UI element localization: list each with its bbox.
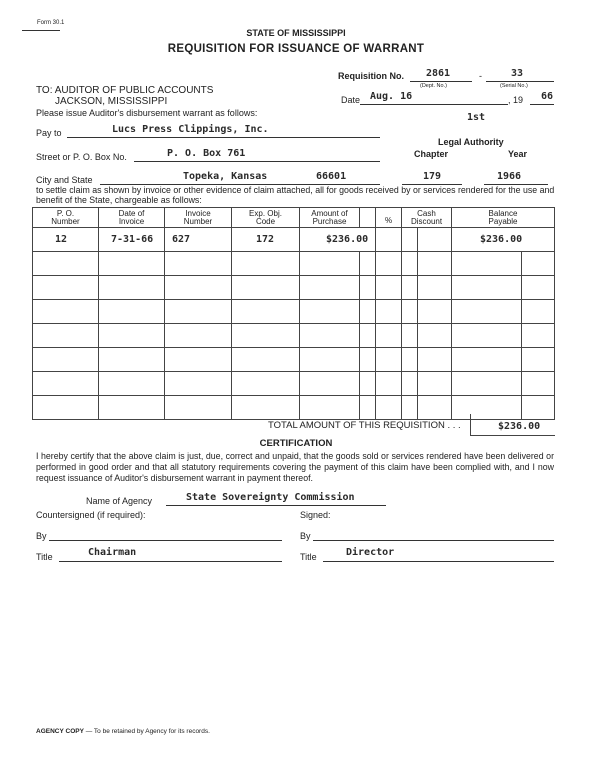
date-value: Aug. 16 <box>370 91 413 102</box>
year-label: Year <box>508 149 528 159</box>
footer-rest: — To be retained by Agency for its records. <box>83 728 210 735</box>
table-row <box>33 348 555 372</box>
requisition-label: Requisition No. <box>338 71 404 81</box>
row-amount: $236.00 <box>326 234 369 245</box>
header-balance: Balance Payable <box>452 208 555 228</box>
date-year-prefix: , 19 <box>508 95 524 105</box>
by-line-left[interactable] <box>49 540 282 541</box>
street-label: Street or P. O. Box No. <box>36 152 127 162</box>
header-amount-cents <box>360 208 376 228</box>
chapter-value: 179 <box>423 171 442 182</box>
row-invoice: 627 <box>172 234 191 245</box>
dept-no-line <box>410 81 472 82</box>
total-label: TOTAL AMOUNT OF THIS REQUISITION . . . <box>268 420 461 431</box>
title-label-right: Title <box>300 552 317 562</box>
agency-line <box>166 505 386 506</box>
street-value: P. O. Box 761 <box>167 148 246 159</box>
form-number: Form 30.1 <box>37 20 65 26</box>
header-invoice: Invoice Number <box>165 208 232 228</box>
table-header-row <box>33 208 555 228</box>
title-right-value: Director <box>346 547 395 558</box>
title-label-left: Title <box>36 552 53 562</box>
city-label: City and State <box>36 175 93 185</box>
date-line <box>360 104 508 105</box>
table-row <box>33 324 555 348</box>
settle-text: to settle claim as shown by invoice or other evidence of claim attached, all for goods received by or services rendered for the use and benefit of the State, chargeable as follows: <box>36 185 555 205</box>
agency-label: Name of Agency <box>86 496 153 506</box>
certification-title: CERTIFICATION <box>259 438 333 449</box>
form-title: REQUISITION FOR ISSUANCE OF WARRANT <box>167 43 425 55</box>
footer-note <box>36 728 210 735</box>
addressee-line-2: JACKSON, MISSISSIPPI <box>55 96 168 107</box>
title-line-left <box>59 561 282 562</box>
instruction-text: Please issue Auditor's disbursement warrant as follows: <box>36 108 258 118</box>
zip-value: 66601 <box>316 171 347 182</box>
serial-no-line <box>486 81 554 82</box>
table-row <box>33 228 555 252</box>
row-exp: 172 <box>256 234 275 245</box>
header-amount: Amount of Purchase <box>300 208 360 228</box>
year-value: 1966 <box>497 171 522 182</box>
by-line-right[interactable] <box>313 540 554 541</box>
header-po: P. O. Number <box>33 208 99 228</box>
dept-no-value: 2861 <box>426 68 451 79</box>
city-value: Topeka, Kansas <box>183 171 268 182</box>
table-row <box>33 252 555 276</box>
table-row <box>33 300 555 324</box>
state-heading: STATE OF MISSISSIPPI <box>246 28 346 38</box>
legal-session: 1st <box>467 112 486 123</box>
countersigned-label: Countersigned (if required): <box>36 510 146 520</box>
serial-no-value: 33 <box>511 68 524 79</box>
footer-bold: AGENCY COPY <box>36 728 84 735</box>
certification-text: I hereby certify that the above claim is just, due, correct and unpaid, that the goods sold or services rendered have been delivered or performed in good order and that all statutory requirements covering the payment of this claim have been complied with, and I now request issuance of Auditor's disbursement warrant in payment thereof. <box>36 451 554 483</box>
header-exp-code: Exp. Obj. Code <box>232 208 300 228</box>
claim-table <box>32 207 555 420</box>
header-pct: % <box>376 208 402 228</box>
row-po: 12 <box>55 234 68 245</box>
row-balance: $236.00 <box>480 234 523 245</box>
requisition-dash: - <box>479 71 482 81</box>
row-date: 7-31-66 <box>111 234 154 245</box>
header-date: Date of Invoice <box>99 208 165 228</box>
by-label-right: By <box>300 531 311 541</box>
signed-label: Signed: <box>300 510 331 520</box>
serial-no-caption: (Serial No.) <box>500 83 528 89</box>
title-left-value: Chairman <box>88 547 137 558</box>
chapter-label: Chapter <box>414 149 449 159</box>
date-label: Date <box>341 95 361 105</box>
title-line-right <box>323 561 554 562</box>
legal-authority-label: Legal Authority <box>438 137 504 147</box>
pay-to-line <box>67 137 380 138</box>
table-row <box>33 276 555 300</box>
date-year-line <box>530 104 554 105</box>
addressee-line-1: TO: AUDITOR OF PUBLIC ACCOUNTS <box>36 85 214 96</box>
header-cash: Cash Discount <box>402 208 452 228</box>
street-line <box>134 161 380 162</box>
agency-value: State Sovereignty Commission <box>186 492 355 503</box>
dept-no-caption: (Dept. No.) <box>420 83 447 89</box>
date-year-value: 66 <box>541 91 554 102</box>
pay-to-label: Pay to <box>36 128 62 138</box>
pay-to-value: Lucs Press Clippings, Inc. <box>112 124 269 135</box>
by-label-left: By <box>36 531 47 541</box>
total-value: $236.00 <box>498 421 541 432</box>
table-row <box>33 372 555 396</box>
